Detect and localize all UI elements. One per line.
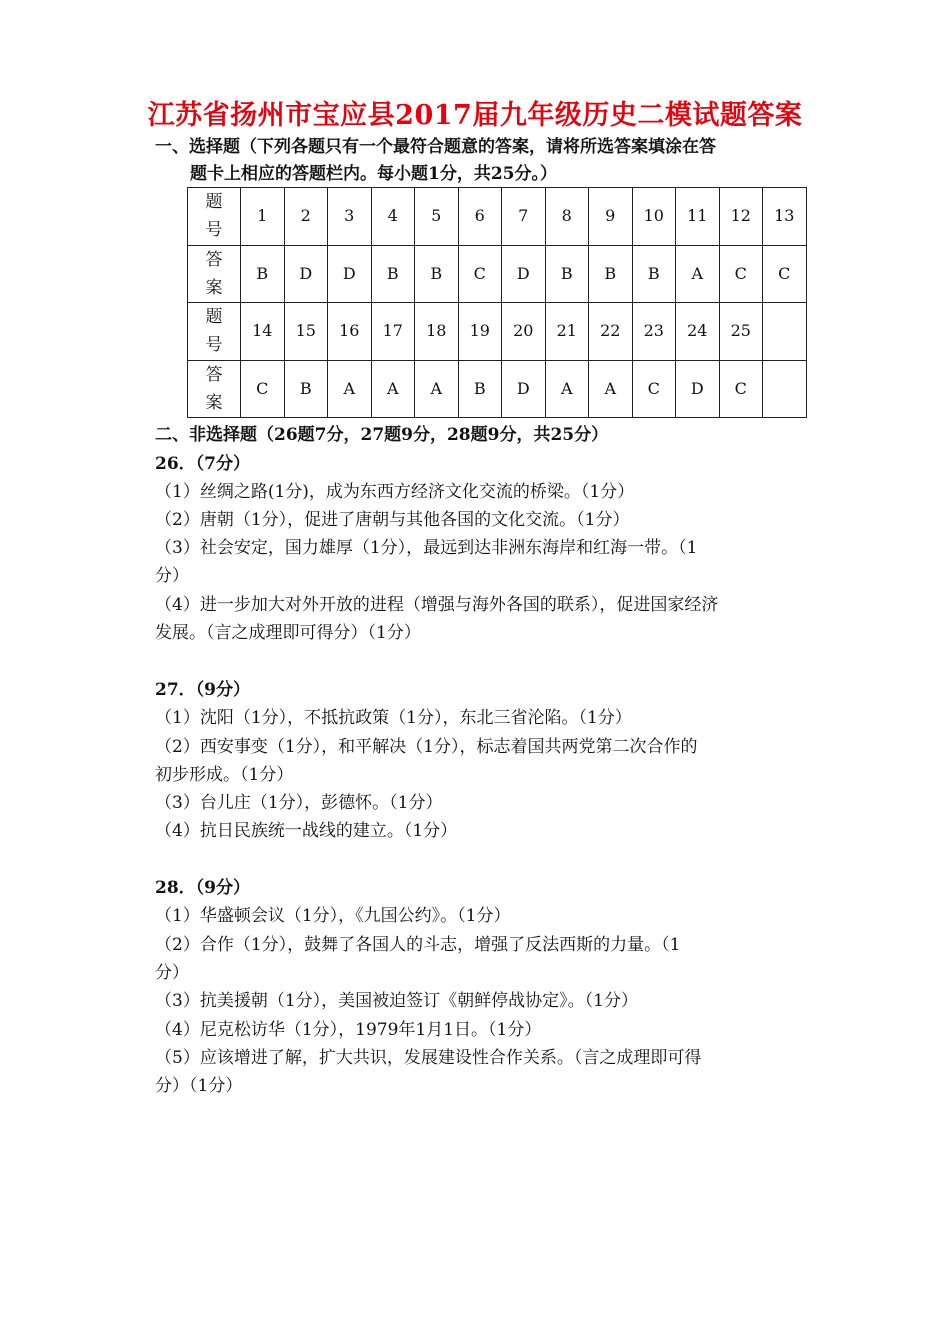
q27-answer-3: （3）台儿庄（1分），彭德怀。（1分）: [155, 793, 443, 813]
answer-cell: B: [458, 360, 502, 418]
question-number-cell: 16: [328, 303, 372, 361]
question-number-cell: 19: [458, 303, 502, 361]
question-number-cell: 20: [502, 303, 546, 361]
answer-cell: C: [719, 360, 763, 418]
question-number-cell: 5: [415, 188, 459, 246]
q27-answer-4: （4）抗日民族统一战线的建立。（1分）: [155, 821, 458, 841]
question-number-cell: 22: [589, 303, 633, 361]
answer-cell: B: [632, 245, 676, 303]
q26-answer-3: （3）社会安定，国力雄厚（1分），最远到达非洲东海岸和红海一带。（1: [155, 538, 698, 558]
q26-answer-2: （2）唐朝（1分），促进了唐朝与其他各国的文化交流。（1分）: [155, 510, 630, 530]
answer-cell: D: [328, 245, 372, 303]
answer-cell: B: [545, 245, 589, 303]
question-number-cell: 8: [545, 188, 589, 246]
q26-answer-4: （4）进一步加大对外开放的进程（增强与海外各国的联系），促进国家经济: [155, 595, 719, 615]
question-number-cell: 7: [502, 188, 546, 246]
q27-answer-2-cont: 初步形成。（1分）: [155, 765, 294, 785]
question-number-cell: 11: [676, 188, 720, 246]
document-title: 江苏省扬州市宝应县2017届九年级历史二模试题答案: [147, 100, 803, 131]
q28-answer-5: （5）应该增进了解，扩大共识，发展建设性合作关系。（言之成理即可得: [155, 1048, 702, 1068]
answer-cell: D: [502, 360, 546, 418]
question-number-cell: 6: [458, 188, 502, 246]
q26-heading: 26．（7分）: [155, 454, 250, 474]
question-number-cell: 23: [632, 303, 676, 361]
question-number-cell: 15: [284, 303, 328, 361]
row-label-question-number: 题 号: [188, 188, 241, 246]
q26-answer-3-cont: 分）: [155, 566, 189, 586]
empty-cell: [763, 360, 807, 418]
answer-cell: B: [371, 245, 415, 303]
answer-cell: A: [371, 360, 415, 418]
question-number-cell: 18: [415, 303, 459, 361]
section1-heading-line1: 一、选择题（下列各题只有一个最符合题意的答案，请将所选答案填涂在答: [155, 137, 716, 157]
section1-heading-line2: 题卡上相应的答题栏内。每小题1分，共25分。）: [190, 164, 557, 184]
answer-cell: A: [415, 360, 459, 418]
answer-cell: A: [676, 245, 720, 303]
question-number-cell: 10: [632, 188, 676, 246]
q28-heading: 28．（9分）: [155, 878, 250, 898]
answer-cell: A: [328, 360, 372, 418]
answer-cell: A: [589, 360, 633, 418]
answer-cell: C: [458, 245, 502, 303]
q26-answer-1: （1）丝绸之路(1分)，成为东西方经济文化交流的桥梁。（1分）: [155, 482, 635, 502]
q28-answer-5-cont: 分）（1分）: [155, 1076, 243, 1096]
table-row-answers-2: [188, 360, 807, 418]
empty-cell: [763, 303, 807, 361]
q28-answer-2: （2）合作（1分），鼓舞了各国人的斗志，增强了反法西斯的力量。（1: [155, 935, 681, 955]
answer-cell: B: [284, 360, 328, 418]
question-number-cell: 14: [241, 303, 285, 361]
row-label-answer: 答 案: [188, 360, 241, 418]
table-row-numbers-1: [188, 188, 807, 246]
answer-table: [187, 187, 807, 418]
question-number-cell: 4: [371, 188, 415, 246]
answer-cell: D: [284, 245, 328, 303]
q27-answer-2: （2）西安事变（1分），和平解决（1分），标志着国共两党第二次合作的: [155, 737, 698, 757]
q26-answer-4-cont: 发展。（言之成理即可得分）（1分）: [155, 623, 421, 643]
row-label-question-number: 题 号: [188, 303, 241, 361]
table-row-numbers-2: [188, 303, 807, 361]
question-number-cell: 3: [328, 188, 372, 246]
answer-cell: B: [589, 245, 633, 303]
answer-cell: B: [241, 245, 285, 303]
answer-cell: C: [719, 245, 763, 303]
question-number-cell: 2: [284, 188, 328, 246]
question-number-cell: 9: [589, 188, 633, 246]
answer-cell: C: [763, 245, 807, 303]
answer-cell: A: [545, 360, 589, 418]
answer-cell: B: [415, 245, 459, 303]
q28-answer-3: （3）抗美援朝（1分），美国被迫签订《朝鲜停战协定》。（1分）: [155, 991, 638, 1011]
q28-answer-1: （1）华盛顿会议（1分），《九国公约》。（1分）: [155, 906, 511, 926]
q27-heading: 27．（9分）: [155, 680, 250, 700]
q28-answer-4: （4）尼克松访华（1分），1979年1月1日。（1分）: [155, 1020, 542, 1040]
question-number-cell: 13: [763, 188, 807, 246]
answer-cell: D: [676, 360, 720, 418]
question-number-cell: 21: [545, 303, 589, 361]
question-number-cell: 24: [676, 303, 720, 361]
section2-heading: 二、非选择题（26题7分，27题9分，28题9分，共25分）: [155, 425, 609, 445]
question-number-cell: 12: [719, 188, 763, 246]
answer-cell: D: [502, 245, 546, 303]
answer-cell: C: [241, 360, 285, 418]
question-number-cell: 1: [241, 188, 285, 246]
answer-cell: C: [632, 360, 676, 418]
row-label-answer: 答 案: [188, 245, 241, 303]
question-number-cell: 25: [719, 303, 763, 361]
q28-answer-2-cont: 分）: [155, 963, 189, 983]
table-row-answers-1: [188, 245, 807, 303]
q27-answer-1: （1）沈阳（1分），不抵抗政策（1分），东北三省沦陷。（1分）: [155, 708, 632, 728]
question-number-cell: 17: [371, 303, 415, 361]
